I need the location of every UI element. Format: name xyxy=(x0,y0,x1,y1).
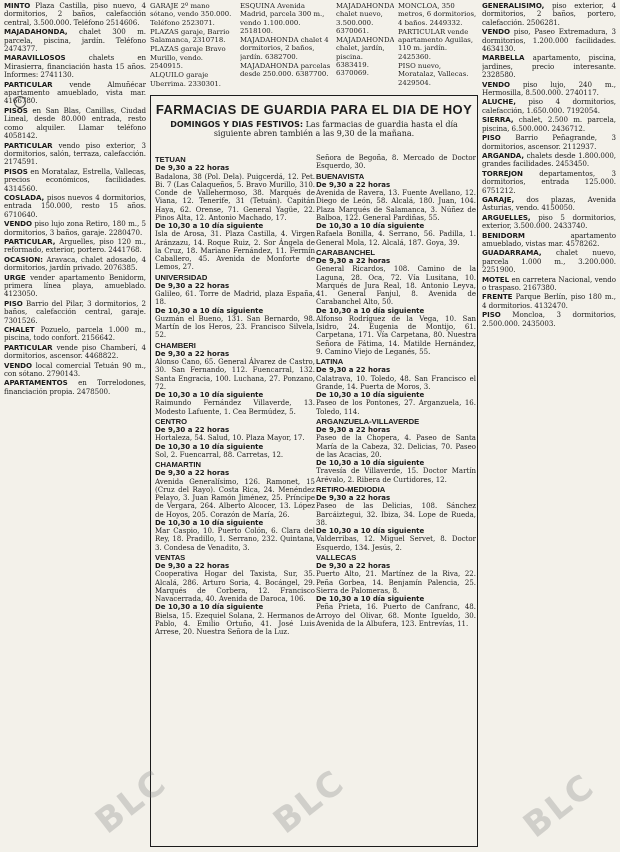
top-ads-strip-4 xyxy=(398,2,478,94)
district-heading: CHAMARTIN xyxy=(155,460,201,469)
pharmacies-title: FARMACIAS DE GUARDIA PARA EL DIA DE HOY xyxy=(155,102,473,117)
pharmacy-list: General Ricardos, 108. Camino de la Laguna, 28. Oca, 72. Vía Lusitana, 10. Marqués de Jura Real, 18. Antonio Leyva, 41. General Fanjul, 8. Avenida de Carabanchel Alto, 50. xyxy=(316,265,476,307)
pharmacy-list: Calatrava, 10. Toledo, 48. San Francisco el Grande, 14. Puerta de Moros, 3. xyxy=(316,374,476,391)
classified-ad: ARGANDA, chalets desde 1.800.000, grandes facilidades. 2453450. xyxy=(482,150,616,169)
classified-ad: MAJADAHONDA chalet, jardín, piscina. 6383419. 6370069. xyxy=(336,36,394,78)
classified-ad: PARTICULAR vende piso Chamberí, 4 dormitorios, ascensor. 4468822. xyxy=(4,342,146,361)
shift-hours: De 10,30 a 10 día siguiente xyxy=(316,222,425,230)
pharmacy-list: Sol, 2. Fuencarral, 88. Carretas, 12. xyxy=(155,450,284,459)
shift-hours: De 10,30 a 10 día siguiente xyxy=(316,391,425,399)
pharmacy-list: Hortaleza, 54. Salud, 10. Plaza Mayor, 17. xyxy=(155,434,305,443)
classified-ad: TORREJON departamentos, 3 dormitorios, entrada 125.000. 6751212. xyxy=(482,168,616,195)
pharmacy-list: Isla de Arosa, 31. Plaza Castilla, 4. Virgen Aránzazu, 14. Roque Ruiz, 2. Sor Ángela de la Cruz, 18. Mariano Fernández, 11. Fermín Caballero, 45. Avenida de Monforte de Lemos, 27. xyxy=(155,230,315,272)
classified-ad: MAJADAHONDA parcelas desde 250.000. 6387700. xyxy=(240,62,331,79)
watermark-stamp: BLC xyxy=(88,762,175,842)
pharmacies-left-column xyxy=(155,154,315,844)
classified-ad: PLAZAS garaje, Barrio Salamanca, 2310718. xyxy=(150,27,230,45)
classified-ad: PISOS en San Blas, Canillas, Ciudad Lineal, desde 80.000 entrada, resto como alquiler. Llamar teléfono 4058142. xyxy=(4,105,146,141)
district-heading: ARGANZUELA-VILLAVERDE xyxy=(316,416,420,426)
pharmacy-list: Señora de Begoña, 8. Mercado de Doctor Esquerdo, 30. xyxy=(316,154,476,171)
shift-hours: De 9,30 a 22 horas xyxy=(155,562,230,570)
shift-hours: De 9,30 a 22 horas xyxy=(316,426,391,434)
shift-hours: De 10,30 a 10 día siguiente xyxy=(155,518,264,527)
district-heading: CENTRO xyxy=(155,416,188,426)
classified-ad: CHALET Pozuelo, parcela 1.000 m., piscina, todo confort. 2156642. xyxy=(4,325,146,343)
classified-ad: ALQUILO garaje Uberrima. 2330301. xyxy=(150,71,221,88)
pharmacy-list: Badalona, 38 (Pol. Dela). Puigcerdá, 12. Pet. Bi. 7 (Las Calaqueños, 5. Bravo Murillo, 310. Conde de Vallehermoso, 38. Marqués de Viana, 12. Tenerife, 31 (Tetuán). Capitán Haya, 62. Orense, 71. General Yagüe, 22. Pinos Alta, 12. Antonio Machado, 17. xyxy=(155,172,315,222)
shift-hours: De 10,30 a 10 día siguiente xyxy=(155,603,264,612)
shift-hours: De 10,30 a 10 día siguiente xyxy=(316,459,425,467)
classified-ad: PISO Moncloa, 3 dormitorios, 2.500.000. 2435003. xyxy=(482,310,616,328)
classified-ad: GENERALISIMO, piso exterior, 4 dormitorios, 2 baños, portero, calefacción. 2506281. xyxy=(482,2,616,27)
pharmacies-intro-text: Las farmacias de guardia hasta el día siguiente abren también a las 9,30 de la mañana. xyxy=(213,120,458,139)
pharmacy-list: Raimundo Fernández Villaverde, 13. Modesto Lafuente, 1. Cea Bermúdez, 5. xyxy=(155,399,315,416)
classified-ad: VENDO local comercial Tetuán 90 m., con sótano. 2790143. xyxy=(4,360,146,379)
district-heading: TETUAN xyxy=(155,155,186,164)
classified-ad: MOTEL en carretera Nacional, vendo o traspaso. 2167380. xyxy=(482,274,616,292)
classified-ad: PARTICULAR vende apartamento Aguilas, 110 m. jardín. 2425360. xyxy=(398,27,474,61)
watermark-stamp: BLC xyxy=(266,762,353,842)
pharmacy-list: Travesía de Villaverde, 15. Doctor Martín Arévalo, 2. Ribera de Curtidores, 12. xyxy=(316,467,476,484)
pharmacy-list: Valderribas, 12. Miguel Servet, 8. Doctor Esquerdo, 134. Jesús, 2. xyxy=(316,535,476,552)
district-heading: UNIVERSIDAD xyxy=(155,272,208,282)
pharmacy-list: Cooperativa Hogar del Taxista, Sur, 35. Alcalá, 286. Arturo Soria, 4. Bocángel, 29. Marqués de Corbera, 12. Francisco Navacerrada, 40. Avenida de Daroca, 106. xyxy=(155,570,315,603)
classified-ad: GARAJE, dos plazas, Avenida Asturias, vendo. 4150050. xyxy=(482,194,616,213)
classified-ad: PISO Barrio del Pilar, 3 dormitorios, 2 baños, calefacción central, garaje. 7301526. xyxy=(4,298,146,325)
shift-hours: De 10,30 a 10 día siguiente xyxy=(316,595,425,603)
classified-ad: VENDO piso, Paseo Extremadura, 3 dormitorios, 1.200.000 facilidades. 4634130. xyxy=(482,27,616,54)
shift-hours: De 9,30 a 22 horas xyxy=(155,469,230,478)
classified-ad: COSLADA, pisos nuevos 4 dormitorios, entrada 150.000, resto 15 años. 6710640. xyxy=(4,192,146,219)
classified-ad: OCASION: Aravaca, chalet adosado, 4 dormitorios, jardín privado. 2076385. xyxy=(4,254,146,273)
classified-ad: GARAJE 2º mano sótano, vendo 350.000. Teléfono 2523071. xyxy=(150,2,232,27)
pharmacy-list: Mar Caspio, 10. Puerto Colón, 6. Clara del Rey, 18. Pradillo, 1. Serrano, 232. Quintana, 3. Condesa de Venadito, 3. xyxy=(155,527,315,552)
shift-hours: De 9,30 a 22 horas xyxy=(316,257,391,265)
pharmacy-list: Paseo de las Delicias, 108. Sánchez Barcáiztegui, 32. Ibiza, 34. Lope de Rueda, 38. xyxy=(316,502,476,527)
top-ads-strip-1 xyxy=(150,2,236,94)
classified-ad: MONCLOA, 350 metros, 6 dormitorios, 4 baños. 2449332. xyxy=(398,2,477,27)
pharmacy-list: Alfonso Rodríguez de la Vega, 10. San Isidro, 24. Eugenia de Montijo, 61. Carpetana, 171. Vía Carpetana, 80. Nuestra Señora de Fátima, 14. Matilde Hernández, 9. Camino Viejo de Leganés, 55. xyxy=(316,314,476,356)
top-ads-strip-3 xyxy=(336,2,394,94)
pharmacy-list: Avenida Generalísimo, 126. Ramonet, 15 (Cruz del Rayo). Costa Rica, 24. Menéndez Pelayo, 3. Juan Ramón Jiménez, 25. Príncipe de Vergara, 264. Alberto Alcocer, 13. López de Hoyos, 205. Corazón de María, 26. xyxy=(155,477,315,519)
classified-ad: ALUCHE, piso 4 dormitorios, calefacción, 1.650.000. 7192054. xyxy=(482,97,616,115)
pharmacy-list: Avenida de Ravera, 13. Fuente Avellano, 12. Diego de León, 58. Alcalá, 180. Juan, 104. Plaza Marqués de Salamanca, 3. Núñez de Balboa, 122. General Pardiñas, 55. xyxy=(316,189,476,222)
pharmacies-box xyxy=(150,95,478,847)
classified-ad: PLAZAS garaje Bravo Murillo, vendo. 2540915. xyxy=(150,45,226,71)
classified-ad: APARTAMENTOS en Torrelodones, financiación propia. 2478500. xyxy=(4,378,146,396)
classified-ad: MINTO Plaza Castilla, piso nuevo, 4 dormitorios, 2 baños, calefacción central, 3.500.000. Teléfono 2514606. xyxy=(4,2,146,27)
classified-ad: MARAVILLOSOS chalets en Mirasierra, financiación hasta 15 años. Informes: 2741130. xyxy=(4,53,146,80)
district-heading: RETIRO-MEDIODIA xyxy=(316,484,386,494)
top-ads-strip-2 xyxy=(240,2,332,94)
pharmacies-intro-label: DOMINGOS Y DIAS FESTIVOS: xyxy=(170,120,304,129)
shift-hours: De 9,30 a 22 horas xyxy=(155,164,230,173)
classified-ad: PARTICULAR vende Almuñécar apartamento amueblado, vista mar. 4166780. xyxy=(4,79,146,106)
pharmacy-list: Guzmán el Bueno, 131. San Bernardo, 98. Martín de los Heros, 23. Francisco Silvela, 52. xyxy=(155,314,315,340)
shift-hours: De 9,30 a 22 horas xyxy=(316,366,391,375)
pharmacy-list: Bielsa, 15. Ezequiel Solana, 2. Hermanos de Pablo, 4. Emilio Ortuño, 41. José Luis Arrese, 20. Nuestra Señora de la Luz. xyxy=(155,611,315,636)
watermark-stamp: BLC xyxy=(516,766,603,846)
shift-hours: De 10,30 a 10 día siguiente xyxy=(316,306,425,315)
shift-hours: De 9,30 a 22 horas xyxy=(316,494,391,502)
classified-ad: PARTICULAR vendo piso exterior, 3 dormitorios, salón, terraza, calefacción. 2174591. xyxy=(4,140,146,167)
district-heading: VENTAS xyxy=(155,552,186,562)
district-heading: LATINA xyxy=(316,357,344,366)
classified-ad: MAJADAHONDA chalet nuevo, 3.500.000. 6370061. xyxy=(336,2,394,35)
classified-ad: BENIDORM apartamento amueblado, vistas mar. 4578262. xyxy=(482,230,616,248)
shift-hours: De 9,30 a 22 horas xyxy=(316,562,391,570)
shift-hours: De 10,30 a 10 día siguiente xyxy=(155,306,264,315)
pharmacy-list: Puerto Alto, 21. Martínez de la Riva, 22. Peña Gorbea, 14. Benjamín Palencia, 25. Sierra de Palomeras, 8. xyxy=(316,570,476,595)
classified-ad: ESQUINA Avenida Madrid, parcela 300 m., vendo 1.100.000. 2518100. xyxy=(240,2,325,35)
pharmacy-list: Alonso Cano, 65. General Álvarez de Castro, 30. San Fernando, 112. Fuencarral, 132. Santa Engracia, 100. Luchana, 27. Ponzano, 72. xyxy=(155,358,315,391)
pharmacy-list: Paseo de la Chopera, 4. Paseo de Santa María de la Cabeza, 32. Delicias, 70. Paseo de las Acacias, 20. xyxy=(316,434,476,459)
pharmacies-intro xyxy=(151,120,477,139)
classified-ad: URGE vender apartamento Benidorm, primera línea playa, amueblado. 4123050. xyxy=(4,272,146,299)
classified-ad: PARTICULAR, Arguelles, piso 120 m., reformado, exterior, portero. 2441768. xyxy=(4,236,146,255)
pharmacy-list: Paseo de los Pontones, 27. Arganzuela, 16. Toledo, 114. xyxy=(316,399,476,416)
shift-hours: De 10,30 a 10 día siguiente xyxy=(155,442,264,451)
pharmacy-list: Peña Prieta, 16. Puerto de Canfranc, 48. Arroyo del Olivar, 68. Monte Igueldo, 30. Avenida de la Albufera, 123. Entrevías, 11. xyxy=(316,603,476,628)
classified-ad: SIERRA, chalet, 2.500 m. parcela, piscina, 6.500.000. 2436712. xyxy=(482,115,616,133)
classified-ad: MAJADAHONDA, chalet 300 m. parcela, piscina, jardín. Teléfono 2474377. xyxy=(4,27,146,54)
shift-hours: De 9,30 a 22 horas xyxy=(155,426,230,434)
shift-hours: De 9,30 a 22 horas xyxy=(155,281,230,290)
classified-ad: MAJADAHONDA chalet 4 dormitorios, 2 baños, jardín. 6382700. xyxy=(240,36,329,61)
classified-ad: MARBELLA apartamento, piscina, jardines, precio interesante. 2328580. xyxy=(482,53,616,80)
classified-ad: ARGUELLES, piso 5 dormitorios, exterior, 3.500.000. 2433740. xyxy=(482,212,616,231)
shift-hours: De 10,30 a 10 día siguiente xyxy=(155,222,264,230)
classified-ad: VENDO piso lujo, 240 m., Hermosilla, 8.500.000. 2740117. xyxy=(482,79,616,98)
shift-hours: De 9,30 a 22 horas xyxy=(155,349,230,358)
shift-hours: De 10,30 a 10 día siguiente xyxy=(316,527,425,535)
classified-ad: FRENTE Parque Berlín, piso 180 m., 4 dormitorios. 4132470. xyxy=(482,292,616,310)
pharmacy-list: Rafaela Bonilla, 4. Serrano, 56. Padilla, 1. General Mola, 12. Alcalá, 187. Goya, 39. xyxy=(316,230,476,247)
classified-ad: VENDO piso lujo zona Retiro, 180 m., 5 dormitorios, 3 baños, garaje. 2280470. xyxy=(4,219,146,237)
classified-ad: PISO nuevo, Moratalaz, Vallecas. 2429504. xyxy=(398,62,469,87)
right-classifieds-column xyxy=(482,2,616,848)
district-heading: VALLECAS xyxy=(316,552,357,562)
shift-hours: De 9,30 a 22 horas xyxy=(316,180,391,189)
pharmacies-right-column xyxy=(316,154,476,844)
pharmacy-list: Galileo, 61. Torre de Madrid, plaza España, 18. xyxy=(155,290,315,307)
district-heading: BUENAVISTA xyxy=(316,171,365,181)
district-heading: CHAMBERI xyxy=(155,340,196,350)
classified-ad: PISO Barrio Peñagrande, 3 dormitorios, ascensor. 2112937. xyxy=(482,133,616,151)
classified-ad: PISOS en Moratalaz, Estrella, Vallecas, precios económicos, facilidades. 4314560. xyxy=(4,166,146,193)
classified-ad: GUADARRAMA, chalet nuevo, parcela 1.000 m., 3.200.000. 2251900. xyxy=(482,248,616,275)
left-classifieds-column xyxy=(4,2,146,848)
shift-hours: De 10,30 a 10 día siguiente xyxy=(155,391,264,399)
district-heading: CARABANCHEL xyxy=(316,247,376,257)
